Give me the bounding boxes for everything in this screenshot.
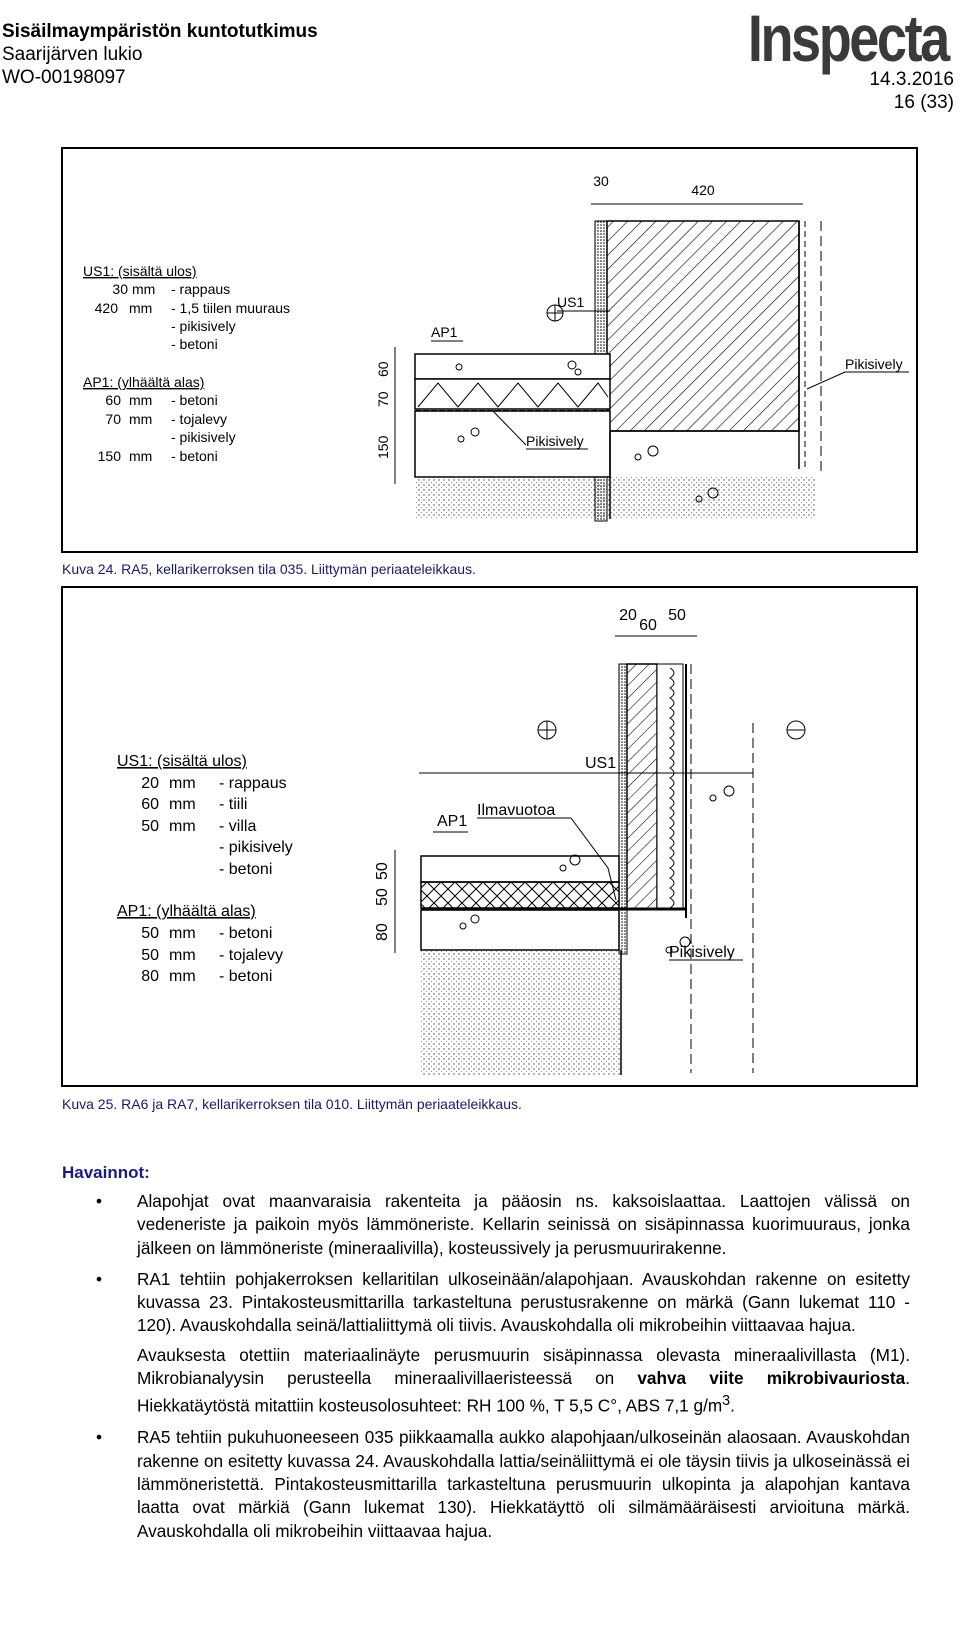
legend-us1-desc-4: - betoni	[171, 336, 218, 352]
legend-ap1-unit-2: mm	[129, 411, 153, 427]
dim-side-50-b: 50	[374, 888, 391, 906]
report-date: 14.3.2016	[869, 69, 954, 90]
emphasis-text: vahva viite mikrobivauriosta	[637, 1368, 906, 1389]
legend-us1-mm-2: 420	[94, 300, 118, 316]
observation-item	[0, 1190, 910, 1260]
top-concrete-slab	[421, 856, 619, 882]
legend-ap1-desc-2: - tojalevy	[171, 411, 228, 427]
text-run: Avauksesta otettiin materiaalinäyte perusmuurin sisäpinnassa olevasta mineraalivillasta (M1). Mikrobianalyysin perusteella mineraalivillaeristeessä on	[137, 1344, 910, 1389]
observation-paragraph: RA5 tehtiin pukuhuoneeseen 035 piikkaamalla aukko alapohjaan/ulkoseinän alaosaan. Avauskohdan rakenne on esitetty kuvassa 24. Avauskohdalla lattia/seinäliittymä ei ole täysin tiivis ja ulkoseinässä ei lämmöneristettä. Pintakosteusmittarilla tarkasteltuna perusmuurin ulkopinta ja alapohjan kantava laatta ovat märkiä (Gann lukemat 130). Hiekkatäyttö oli silmämääräisesti arvioituna märkä. Avauskohdalla oli mikrobeihin viittaavaa hajua.	[137, 1427, 910, 1541]
top-concrete-slab	[415, 354, 610, 379]
legend-us1-mm-1: 30	[112, 281, 128, 297]
superscript: 3	[722, 1393, 731, 1410]
legend-ap1-unit-1: mm	[169, 925, 196, 942]
legend-ap1-title: AP1: (ylhäältä alas)	[117, 903, 256, 920]
legend-ap1-unit-4: mm	[129, 448, 153, 464]
dim-side-60: 60	[375, 361, 391, 377]
legend-ap1-mm-1: 50	[141, 925, 159, 942]
figure-24-frame	[61, 147, 918, 553]
brick-wall	[607, 221, 799, 431]
legend-ap1-desc-1: - betoni	[219, 925, 273, 942]
observations-heading: Havainnot:	[62, 1163, 150, 1182]
dim-top-60: 60	[639, 617, 657, 634]
dim-top-420: 420	[691, 182, 715, 198]
legend-ap1-mm-1: 60	[105, 392, 121, 408]
text-run: . Hiekkatäytöstä mitattiin kosteusolosuhteet: RH 100 %, T 5,5 C°, ABS 7,1 g/m	[137, 1368, 910, 1417]
header-meta	[869, 68, 954, 114]
observation-paragraph	[137, 1344, 910, 1419]
dim-top-50: 50	[668, 607, 686, 624]
legend-ap1-mm-4: 150	[97, 448, 121, 464]
gravel-fill	[415, 477, 815, 519]
brick-layer	[627, 664, 657, 909]
legend-ap1-unit-2: mm	[169, 947, 196, 964]
legend-us1-desc-1: - rappaus	[171, 281, 231, 297]
figure-25-frame	[61, 586, 918, 1087]
bullet-icon: •	[96, 1268, 103, 1289]
observation-item	[0, 1268, 910, 1419]
pikisively-wall-leader	[807, 372, 845, 389]
bullet-icon: •	[96, 1427, 103, 1448]
legend-us1-title: US1: (sisältä ulos)	[117, 753, 247, 770]
document-id: WO-00198097	[2, 67, 126, 88]
legend-us1-desc-4: - pikisively	[219, 839, 293, 856]
legend-us1-desc-3: - pikisively	[171, 318, 236, 334]
label-ap1: AP1	[431, 324, 458, 340]
dim-side-150: 150	[375, 435, 391, 459]
legend-us1-title: US1: (sisältä ulos)	[83, 263, 197, 279]
legend-us1-unit-1: mm	[169, 775, 196, 792]
bullet-icon: •	[96, 1191, 103, 1211]
figure-25-caption: Kuva 25. RA6 ja RA7, kellarikerroksen tila 010. Liittymän periaateleikkaus.	[62, 1096, 522, 1112]
legend-us1-mm-3: 50	[141, 818, 159, 835]
legend-ap1-desc-3: - betoni	[219, 968, 273, 985]
label-us1: US1	[585, 755, 617, 772]
dim-top-20: 20	[619, 607, 637, 624]
label-us1: US1	[557, 294, 585, 310]
legend-ap1-unit-3: mm	[169, 968, 196, 985]
legend-us1-desc-3: - villa	[219, 818, 257, 835]
dim-side-50-a: 50	[374, 862, 391, 880]
toja-board-layer	[421, 882, 619, 908]
observations-list	[0, 1190, 910, 1551]
legend-us1-desc-1: - rappaus	[219, 775, 287, 792]
label-pikisively: Pikisively	[669, 944, 735, 961]
inspecta-logo: Inspecta	[748, 1, 948, 75]
observation-paragraph: Alapohjat ovat maanvaraisia rakenteita ja pääosin ns. kaksoislaattaa. Laattojen välissä on vedeneriste ja paikoin myös lämmöneriste. Kellarin seinissä on sisäpinnassa kuorimuuraus, jonka jälkeen on lämmöneriste (mineraalivilla), kosteussively ja perusmuurirakenne.	[137, 1191, 910, 1258]
report-title: Sisäilmaympäristön kuntotutkimus	[2, 21, 318, 42]
legend-ap1-title: AP1: (ylhäältä alas)	[83, 374, 205, 390]
observation-paragraph: RA1 tehtiin pohjakerroksen kellaritilan ulkoseinään/alapohjaan. Avauskohdan rakenne on esitetty kuvassa 23. Pintakosteusmittarilla tarkasteltuna perustusrakenne on märkä (Gann lukemat 110 - 120). Avauskohdalla seinä/lattialiittymä oli tiivis. Avauskohdalla oli mikrobeihin viittaavaa hajua.	[137, 1268, 910, 1336]
legend-us1-unit-1: mm	[132, 281, 156, 297]
report-subtitle: Saarijärven lukio	[2, 44, 143, 65]
label-pikisively-wall: Pikisively	[845, 356, 903, 372]
legend-ap1-unit-1: mm	[129, 392, 153, 408]
observation-item	[0, 1426, 910, 1542]
dim-side-80: 80	[374, 923, 391, 941]
dim-top-30: 30	[593, 173, 609, 189]
legend-us1-unit-3: mm	[169, 818, 196, 835]
legend-us1-desc-2: - tiili	[219, 796, 248, 813]
legend-ap1-desc-3: - pikisively	[171, 429, 236, 445]
gravel-fill-left	[421, 950, 621, 1075]
bottom-concrete-slab	[421, 910, 619, 950]
legend-us1-desc-5: - betoni	[219, 861, 273, 878]
figure-24-caption: Kuva 24. RA5, kellarikerroksen tila 035. Liittymän periaateleikkaus.	[62, 561, 476, 577]
legend-us1-mm-1: 20	[141, 775, 159, 792]
page-number: 16 (33)	[893, 92, 954, 113]
label-ilmavuotoa: Ilmavuotoa	[477, 802, 556, 819]
legend-ap1-mm-2: 50	[141, 947, 159, 964]
dim-side-70: 70	[375, 391, 391, 407]
legend-us1-unit-2: mm	[129, 300, 153, 316]
legend-ap1-desc-1: - betoni	[171, 392, 218, 408]
document-header	[2, 20, 318, 89]
legend-ap1-desc-2: - tojalevy	[219, 947, 284, 964]
legend-us1-desc-2: - 1,5 tiilen muuraus	[171, 300, 291, 316]
toja-board-layer	[415, 379, 610, 409]
label-ap1: AP1	[437, 813, 468, 830]
figure-24-drawing	[63, 149, 916, 551]
label-pikisively-slab: Pikisively	[526, 433, 584, 449]
figure-25-drawing	[63, 588, 916, 1085]
legend-ap1-desc-4: - betoni	[171, 448, 218, 464]
mineral-wool-layer	[657, 664, 683, 909]
legend-us1-unit-2: mm	[169, 796, 196, 813]
legend-ap1-mm-3: 80	[141, 968, 159, 985]
text-run: .	[730, 1396, 735, 1417]
legend-us1-mm-2: 60	[141, 796, 159, 813]
legend-ap1-mm-2: 70	[105, 411, 121, 427]
